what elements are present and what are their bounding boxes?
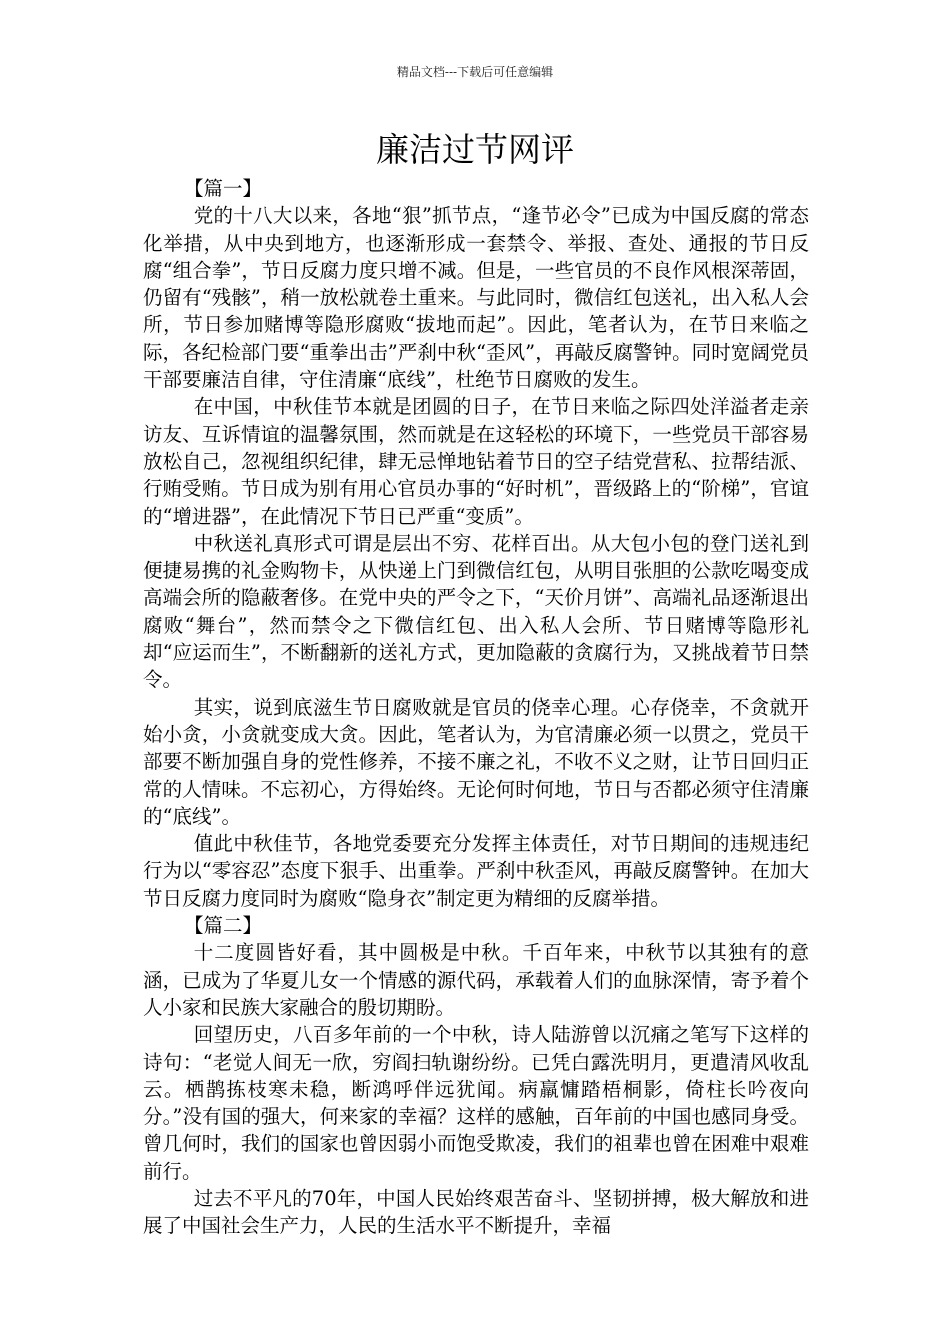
paragraph: 其实，说到底滋生节日腐败就是官员的侥幸心理。心存侥幸，不贪就开始小贪，小贪就变成大贪。因此，笔者认为，为官清廉必须一以贯之，党员干部要不断加强自身的党性修养，不接不廉之礼，不收不义之财，让节日回归正常的人情味。不忘初心，方得始终。无论何时何地，节日与否都必须守住清廉的“底线”。 xyxy=(143,695,809,828)
header-note: 精品文档---下载后可任意编辑 xyxy=(396,65,554,79)
document-title: 廉洁过节网评 xyxy=(376,130,574,169)
paragraph: 中秋送礼真形式可谓是层出不穷、花样百出。从大包小包的登门送礼到便捷易携的礼金购物卡，从快递上门到微信红包，从明目张胆的公款吃喝变成高端会所的隐蔽奢侈。在党中央的严令之下，“天价月饼”、高端礼品逐渐退出腐败“舞台”，然而禁令之下微信红包、出入私人会所、节日赌博等隐形礼却“应运而生”，不断翻新的送礼方式，更加隐蔽的贪腐行为，又挑战着节日禁令。 xyxy=(143,531,809,692)
section-heading-1: 【篇一】 xyxy=(183,177,262,200)
paragraph: 党的十八大以来，各地“狠”抓节点，“逢节必令”已成为中国反腐的常态化举措，从中央到地方，也逐渐形成一套禁令、举报、查处、通报的节日反腐“组合拳”，节日反腐力度只增不减。但是，一些官员的不良作风根深蒂固，仍留有“残骸”，稍一放松就卷土重来。与此同时，微信红包送礼，出入私人会所，节日参加赌博等隐形腐败“拔地而起”。因此，笔者认为，在节日来临之际，各纪检部门要“重拳出击”严刹中秋“歪风”，再敲反腐警钟。同时宽阔党员干部要廉洁自律，守住清廉“底线”，杜绝节日腐败的发生。 xyxy=(143,204,809,392)
paragraph: 十二度圆皆好看，其中圆极是中秋。千百年来，中秋节以其独有的意涵，已成为了华夏儿女一个情感的源代码，承载着人们的血脉深情，寄予着个人小家和民族大家融合的殷切期盼。 xyxy=(143,941,809,1019)
paragraph: 在中国，中秋佳节本就是团圆的日子，在节日来临之际四处洋溢者走亲访友、互诉情谊的温馨氛围，然而就是在这轻松的环境下，一些党员干部容易放松自己，忽视组织纪律，肆无忌惮地钻着节日的空子结党营私、拉帮结派、行贿受贿。节日成为别有用心官员办事的“好时机”，晋级路上的“阶梯”，官谊的“增进器”，在此情况下节日已严重“变质”。 xyxy=(143,395,809,528)
document-body xyxy=(143,175,809,1240)
paragraph: 回望历史，八百多年前的一个中秋，诗人陆游曾以沉痛之笔写下这样的诗句：“老觉人间无一欣，穷阎扫轨谢纷纷。已凭白露洗明月，更遣清风收乱云。栖鹊拣枝寒未稳，断鸿呼伴远犹闻。病羸慵踏梧桐影，倚柱长吟夜向分。”没有国的强大，何来家的幸福？这样的感触，百年前的中国也感同身受。曾几何时，我们的国家也曾因弱小而饱受欺凌，我们的祖辈也曾在困难中艰难前行。 xyxy=(143,1023,809,1183)
section-heading-2: 【篇二】 xyxy=(183,914,262,938)
paragraph: 值此中秋佳节，各地党委要充分发挥主体责任，对节日期间的违规违纪行为以“零容忍”态度下狠手、出重拳。严刹中秋歪风，再敲反腐警钟。在加大节日反腐力度同时为腐败“隐身衣”制定更为精细的反腐举措。 xyxy=(143,832,809,910)
paragraph: 过去不平凡的70年，中国人民始终艰苦奋斗、坚韧拼搏，极大解放和进展了中国社会生产力，人民的生活水平不断提升，幸福 xyxy=(143,1186,809,1238)
